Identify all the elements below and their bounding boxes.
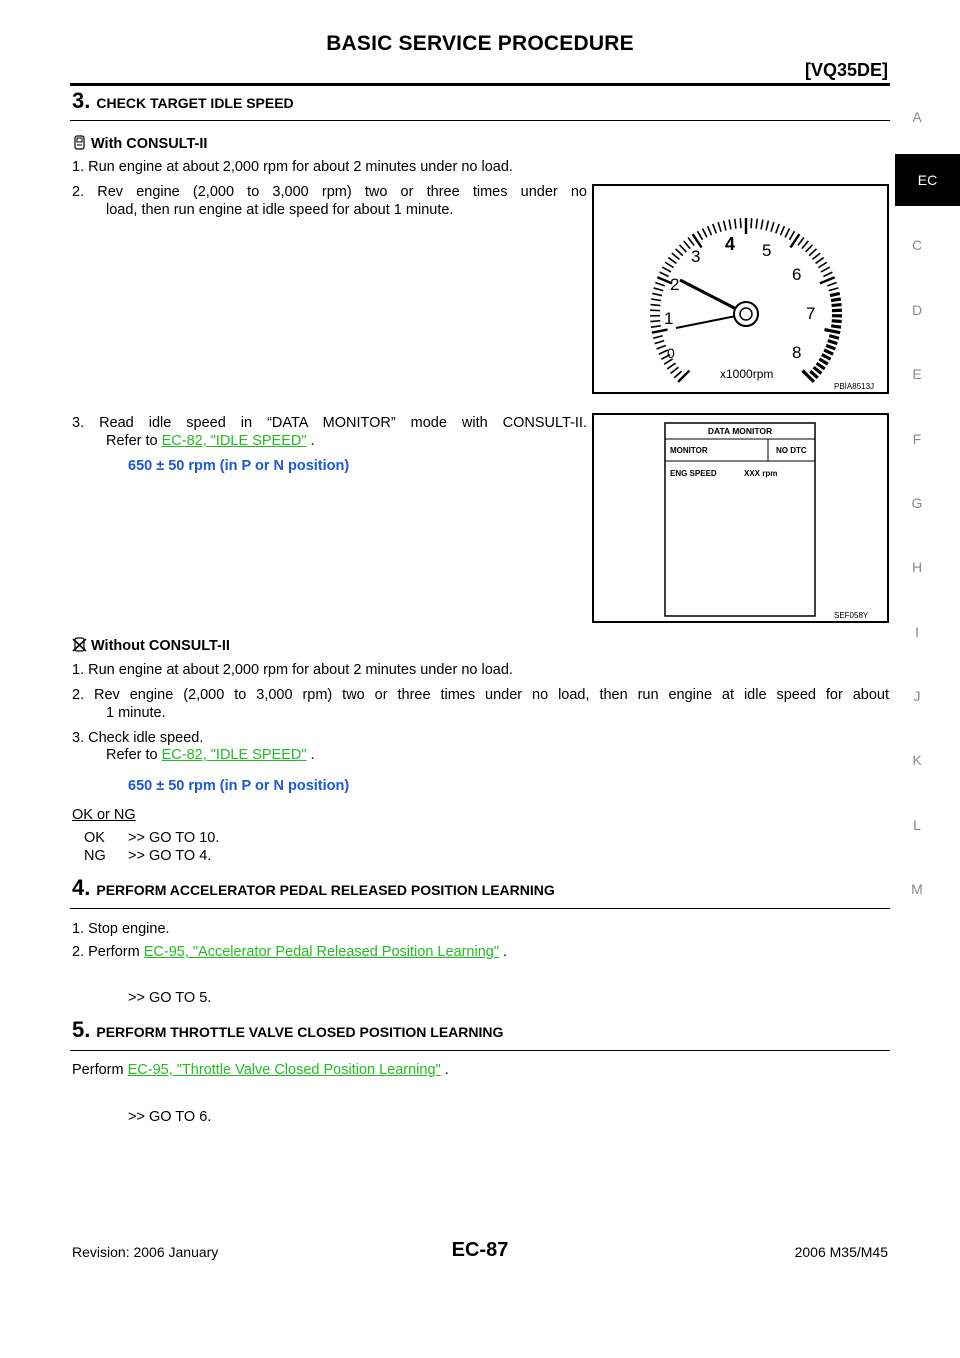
tach-number-6: 6 <box>792 265 802 284</box>
step-rule <box>70 120 890 121</box>
ok-ng-label: OK or NG <box>72 807 136 823</box>
tach-tick <box>688 237 694 245</box>
header-rule <box>70 83 890 86</box>
with-step-3: 3. Read idle speed in “DATA MONITOR” mode with CONSULT-II. <box>72 415 587 431</box>
tach-tick <box>740 218 741 228</box>
sidebar-tab-i[interactable]: I <box>915 624 919 640</box>
ok-result-action: >> GO TO 10. <box>128 830 220 846</box>
sidebar-tab-d[interactable]: D <box>911 302 923 318</box>
step-number: 5. <box>72 1017 91 1042</box>
link-idle-speed-2[interactable]: EC-82, "IDLE SPEED" <box>161 747 307 763</box>
tach-tick <box>671 367 679 373</box>
tach-tick <box>820 277 835 283</box>
tach-tick <box>651 299 661 301</box>
step-title: PERFORM ACCELERATOR PEDAL RELEASED POSITION LEARNING <box>96 882 555 898</box>
no-tool-icon <box>72 637 87 652</box>
tach-tick <box>776 224 779 233</box>
idle-spec-2: 650 ± 50 rpm (in P or N position) <box>128 778 350 794</box>
tach-number-8: 8 <box>792 343 802 362</box>
with-step-2-cont: load, then run engine at idle speed for about 1 minute. <box>106 202 454 218</box>
without-step-2: 2. Rev engine (2,000 to 3,000 rpm) two or three times under no load, then run engine at idle speed for about <box>72 687 889 703</box>
tach-tick <box>718 222 721 232</box>
sidebar-tab-e[interactable]: E <box>912 366 922 382</box>
tach-tick <box>823 272 832 276</box>
without-step-3: 3. Check idle speed. <box>72 730 204 746</box>
sidebar-tab-f[interactable]: F <box>912 431 922 447</box>
sidebar-tab-a[interactable]: A <box>912 109 922 125</box>
tach-tick <box>832 305 842 306</box>
step-title: PERFORM THROTTLE VALVE CLOSED POSITION LEARNING <box>96 1024 504 1040</box>
monitor-figure-id: SEF058Y <box>834 611 869 620</box>
tach-tick <box>654 288 664 291</box>
monitor-col-2: NO DTC <box>776 446 807 455</box>
without-consult-label: Without CONSULT-II <box>72 637 230 655</box>
tach-tick <box>810 371 817 378</box>
tach-tick <box>824 330 840 333</box>
page-title: BASIC SERVICE PROCEDURE <box>326 32 634 55</box>
link-throttle-learning[interactable]: EC-95, "Throttle Valve Closed Position Learning" <box>127 1062 441 1078</box>
tach-tick <box>822 355 831 360</box>
idle-spec-1: 650 ± 50 rpm (in P or N position) <box>128 458 350 474</box>
refer-idle-speed-1: Refer to EC-82, "IDLE SPEED" . <box>106 433 315 449</box>
refer-idle-speed-2: Refer to EC-82, "IDLE SPEED" . <box>106 747 315 763</box>
tach-tick <box>652 293 662 295</box>
tach-tick <box>789 231 794 240</box>
tach-tick <box>729 219 731 229</box>
tach-tick <box>827 283 836 286</box>
monitor-row-value: XXX rpm <box>744 469 778 478</box>
sidebar-tab-l[interactable]: L <box>913 817 921 833</box>
tach-tick <box>817 363 825 369</box>
tach-number-3: 3 <box>691 247 701 266</box>
engine-code: [VQ35DE] <box>804 60 888 80</box>
tachometer-figure <box>592 184 889 394</box>
ng-result-code: NG <box>84 848 106 864</box>
tach-tick <box>650 305 660 306</box>
link-idle-speed-1[interactable]: EC-82, "IDLE SPEED" <box>161 433 307 449</box>
tach-tick <box>660 272 669 276</box>
tachometer-ticks <box>650 218 842 382</box>
tach-tick <box>829 288 839 291</box>
consult-tool-icon <box>72 135 87 150</box>
tach-figure-id: PBIA8513J <box>834 382 875 391</box>
tach-tick <box>818 262 826 267</box>
sidebar-tab-g[interactable]: G <box>911 495 923 511</box>
tach-tick <box>702 228 707 237</box>
tach-tick <box>708 226 712 235</box>
tach-number-2: 2 <box>670 275 680 294</box>
without-step-2-cont: 1 minute. <box>106 705 166 721</box>
tach-tick <box>761 219 763 229</box>
step-number: 3. <box>72 88 91 113</box>
sidebar-tab-c[interactable]: C <box>911 237 923 253</box>
sidebar-tab-h[interactable]: H <box>911 559 923 575</box>
tach-tick <box>830 293 840 295</box>
tach-tick <box>676 249 683 256</box>
step-4-goto: >> GO TO 5. <box>128 990 212 1006</box>
tach-tick <box>651 326 661 327</box>
monitor-title: DATA MONITOR <box>707 426 773 436</box>
tach-number-5: 5 <box>762 241 772 260</box>
step-title: CHECK TARGET IDLE SPEED <box>96 95 294 111</box>
tach-tick <box>831 326 841 327</box>
step-rule <box>70 908 890 909</box>
tach-tick <box>713 224 716 233</box>
tach-tick <box>652 330 668 333</box>
step-number: 4. <box>72 875 91 900</box>
tach-tick <box>665 262 673 267</box>
tach-number-0: 0 <box>667 345 675 361</box>
tach-tick <box>814 367 822 373</box>
tach-tick <box>650 321 660 322</box>
tach-tick <box>824 350 833 354</box>
tach-tick <box>697 231 702 240</box>
footer-revision: Revision: 2006 January <box>72 1244 219 1260</box>
tach-tick <box>832 321 842 322</box>
link-accel-pedal-learning[interactable]: EC-95, "Accelerator Pedal Released Position Learning" <box>143 944 499 960</box>
sidebar-tab-m[interactable]: M <box>911 881 923 897</box>
with-consult-label: With CONSULT-II <box>72 135 207 153</box>
with-step-2: 2. Rev engine (2,000 to 3,000 rpm) two or three times under no <box>72 184 587 200</box>
step-rule <box>70 1050 890 1051</box>
tach-unit: x1000rpm <box>720 367 774 381</box>
step-5-heading <box>72 1017 503 1043</box>
tach-tick <box>821 267 830 272</box>
step-4-item-2: 2. Perform EC-95, "Accelerator Pedal Released Position Learning" . <box>72 944 508 960</box>
step-5-goto: >> GO TO 6. <box>128 1109 212 1125</box>
tach-tick <box>655 283 664 286</box>
sidebar-tab-ec-active[interactable]: EC <box>895 154 960 206</box>
tach-tick <box>655 341 665 344</box>
tach-number-7: 7 <box>806 304 816 323</box>
tach-tick <box>679 245 686 252</box>
data-monitor-figure <box>592 413 889 623</box>
tach-tick <box>657 345 666 349</box>
tach-tick <box>724 221 726 231</box>
step-4-heading <box>72 875 555 901</box>
footer-model: 2006 M35/M45 <box>794 1244 888 1260</box>
tach-hub <box>734 302 758 326</box>
tach-number-4: 4 <box>725 234 736 254</box>
tach-tick <box>674 371 681 378</box>
tach-tick <box>831 299 841 301</box>
tach-tick <box>662 267 671 272</box>
tach-tick <box>816 258 824 264</box>
monitor-col-1: MONITOR <box>670 446 708 455</box>
tach-tick <box>672 253 680 259</box>
ok-result-code: OK <box>84 830 105 846</box>
data-monitor-drawing <box>594 415 887 621</box>
tach-tick <box>806 245 813 252</box>
tach-tick <box>771 222 774 232</box>
tach-tick <box>751 218 752 228</box>
tach-tick <box>735 219 736 229</box>
tach-tick <box>667 363 675 369</box>
tach-tick <box>812 253 820 259</box>
tach-tick <box>780 226 784 235</box>
tach-tick <box>668 258 676 264</box>
tach-tick <box>826 345 835 349</box>
tach-tick <box>798 237 804 245</box>
tach-number-1: 1 <box>664 309 674 328</box>
monitor-row-label: ENG SPEED <box>670 469 717 478</box>
tach-tick <box>828 341 838 344</box>
ng-result-action: >> GO TO 4. <box>128 848 212 864</box>
page-number: EC-87 <box>451 1239 509 1261</box>
step-3-heading <box>72 88 294 114</box>
tach-tick <box>809 249 816 256</box>
tach-tick <box>829 336 839 339</box>
sidebar-tab-j[interactable]: J <box>913 688 921 704</box>
without-step-1: 1. Run engine at about 2,000 rpm for about 2 minutes under no load. <box>72 662 513 678</box>
tach-tick <box>653 336 663 339</box>
sidebar-tab-k[interactable]: K <box>912 752 922 768</box>
step-4-item-1: 1. Stop engine. <box>72 921 170 937</box>
step-5-text: Perform EC-95, "Throttle Valve Closed Position Learning" . <box>72 1062 449 1078</box>
tachometer-drawing <box>594 186 887 392</box>
tach-tick <box>766 221 768 231</box>
tach-tick <box>785 228 790 237</box>
with-step-1: 1. Run engine at about 2,000 rpm for about 2 minutes under no load. <box>72 159 513 175</box>
tach-tick <box>684 241 690 249</box>
tach-tick <box>756 219 757 229</box>
tach-tick <box>802 241 808 249</box>
tach-tick <box>819 359 828 364</box>
